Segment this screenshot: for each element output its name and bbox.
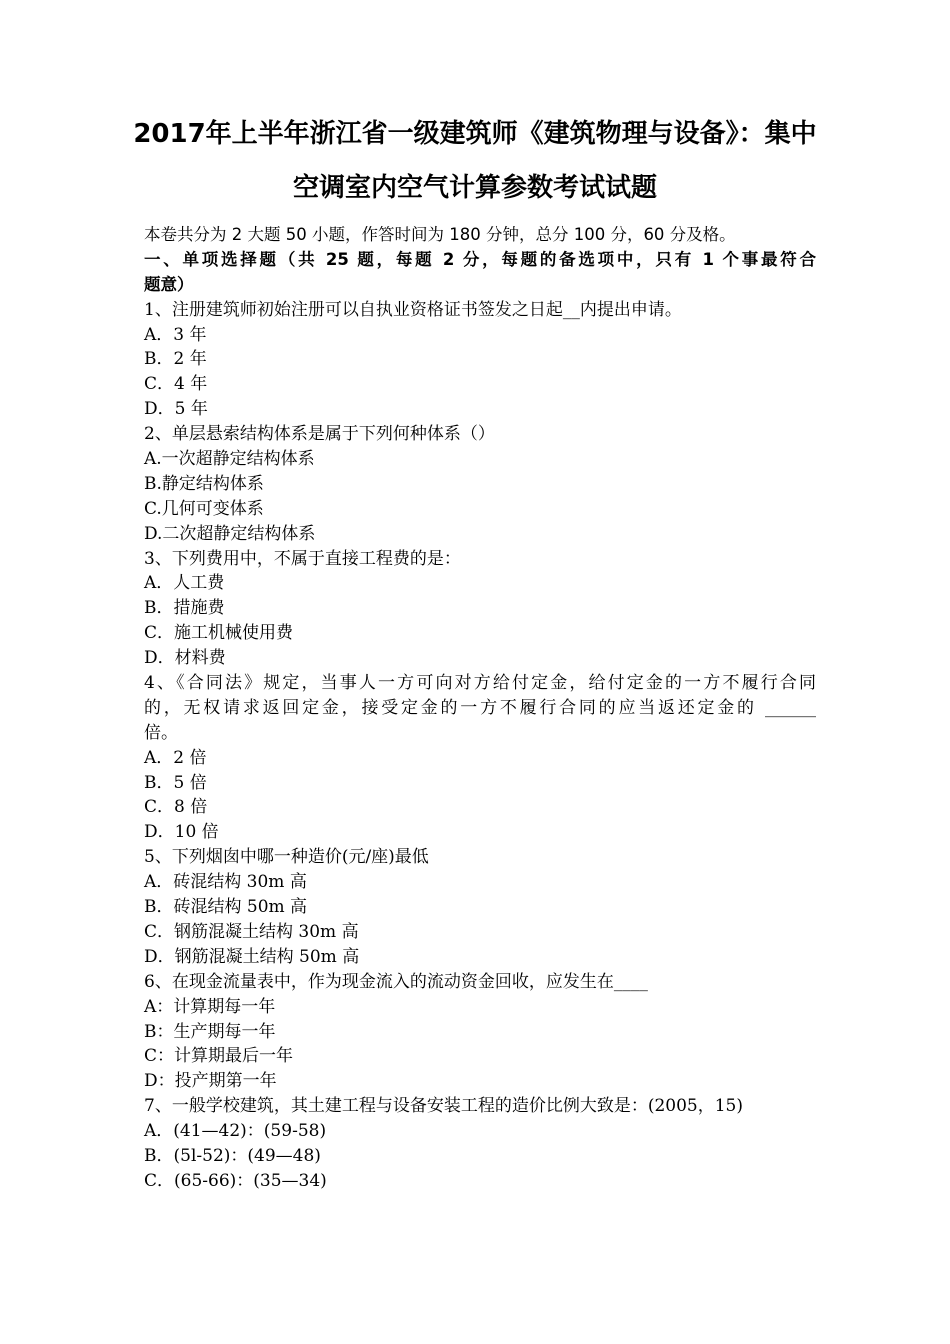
option-a: A．砖混结构 30m 高 xyxy=(144,872,307,893)
document-body xyxy=(144,223,816,1194)
question-text: 2、单层悬索结构体系是属于下列何种体系（） xyxy=(144,424,495,445)
option-b: B．砖混结构 50m 高 xyxy=(144,897,308,918)
question-3 xyxy=(144,547,816,671)
question-text: 1、注册建筑师初始注册可以自执业资格证书签发之日起__内提出申请。 xyxy=(144,299,682,320)
section-heading-line-1: 一、单项选择题（共 25 题，每题 2 分，每题的备选项中，只有 1 个事最符合 xyxy=(144,249,816,269)
document-title-line-2: 空调室内空气计算参数考试试题 xyxy=(292,173,657,203)
question-2 xyxy=(144,422,816,546)
option-c: C．(65-66)：(35—34) xyxy=(144,1170,327,1191)
question-text: 5、下列烟囱中哪一种造价(元/座)最低 xyxy=(144,847,429,868)
option-c: C.几何可变体系 xyxy=(144,498,264,519)
question-5 xyxy=(144,845,816,969)
option-d: D．钢筋混凝土结构 50m 高 xyxy=(144,946,360,967)
option-a: A．3 年 xyxy=(144,324,207,345)
question-7 xyxy=(144,1094,816,1194)
section-heading-line-2: 题意） xyxy=(144,274,194,294)
option-a: A：计算期每一年 xyxy=(144,996,276,1017)
option-c: C．施工机械使用费 xyxy=(144,623,294,644)
question-text: 7、一般学校建筑，其土建工程与设备安装工程的造价比例大致是：(2005，15) xyxy=(144,1096,743,1117)
option-b: B．5 倍 xyxy=(144,772,207,793)
option-b: B．措施费 xyxy=(144,598,225,619)
question-text-line-1: 4、《合同法》规定，当事人一方可向对方给付定金，给付定金的一方不履行合同 xyxy=(144,673,816,694)
option-b: B．2 年 xyxy=(144,349,207,370)
option-a: A．人工费 xyxy=(144,573,225,594)
option-d: D.二次超静定结构体系 xyxy=(144,523,316,544)
option-d: D．材料费 xyxy=(144,648,226,669)
option-c: C：计算期最后一年 xyxy=(144,1046,294,1067)
question-text: 3、下列费用中，不属于直接工程费的是： xyxy=(144,548,461,569)
question-text-line-2: 的，无权请求返回定金，接受定金的一方不履行合同的应当返还定金的 ______ xyxy=(144,697,816,718)
option-c: C．4 年 xyxy=(144,374,208,395)
option-c: C．8 倍 xyxy=(144,797,208,818)
option-a: A．(41—42)：(59-58) xyxy=(144,1121,327,1142)
question-6 xyxy=(144,970,816,1094)
question-text: 6、在现金流量表中，作为现金流入的流动资金回收，应发生在____ xyxy=(144,971,648,992)
option-d: D．5 年 xyxy=(144,399,208,420)
question-text-line-3: 倍。 xyxy=(144,722,178,743)
option-a: A.一次超静定结构体系 xyxy=(144,449,315,470)
option-d: D．10 倍 xyxy=(144,822,219,843)
question-4 xyxy=(144,671,816,845)
document-title-line-1: 2017年上半年浙江省一级建筑师《建筑物理与设备》：集中 xyxy=(133,119,817,149)
option-b: B：生产期每一年 xyxy=(144,1021,276,1042)
option-d: D：投产期第一年 xyxy=(144,1071,277,1092)
option-b: B．(5l-52)：(49—48) xyxy=(144,1145,321,1166)
exam-intro: 本卷共分为 2 大题 50 小题，作答时间为 180 分钟，总分 100 分，60 分及格。 xyxy=(144,225,736,244)
question-1 xyxy=(144,298,816,422)
option-c: C．钢筋混凝土结构 30m 高 xyxy=(144,921,359,942)
option-b: B.静定结构体系 xyxy=(144,473,264,494)
option-a: A．2 倍 xyxy=(144,747,207,768)
